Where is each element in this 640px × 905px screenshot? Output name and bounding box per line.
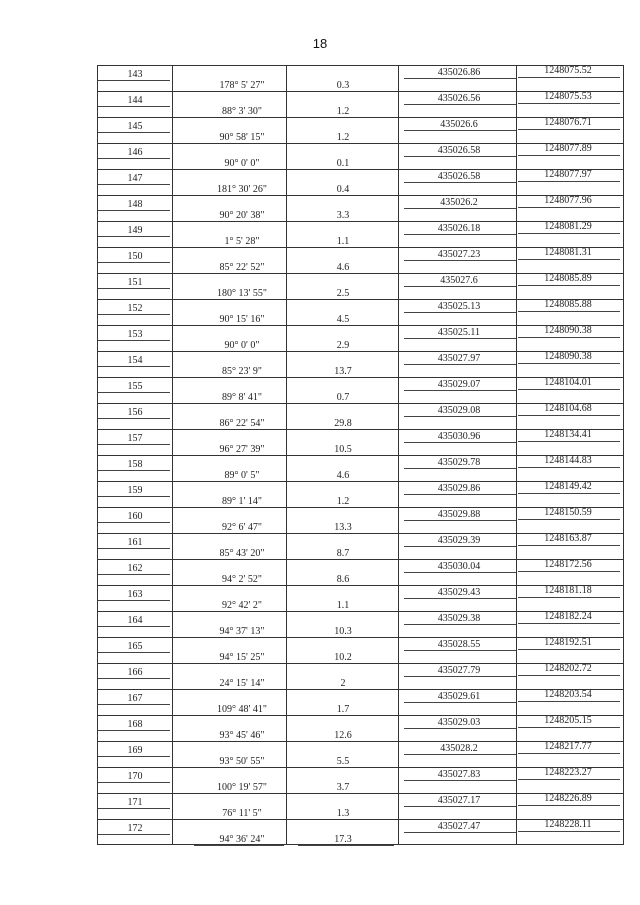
y-coordinate: 1248075.53 (544, 91, 592, 102)
x-coordinate: 435029.86 (437, 483, 481, 494)
table-row (98, 481, 623, 507)
table-row (98, 351, 623, 377)
cell-underline (518, 805, 620, 806)
table-row (98, 507, 623, 533)
cell-underline (518, 337, 620, 338)
cell-underline (518, 831, 620, 832)
angle-value: 86° 22' 54" (219, 418, 265, 429)
y-coordinate: 1248203.54 (544, 689, 592, 700)
x-coordinate: 435026.58 (437, 145, 481, 156)
length-value: 4.5 (336, 314, 350, 325)
length-value: 12.6 (334, 730, 352, 741)
x-coordinate: 435026.18 (437, 223, 481, 234)
length-value: 1.2 (336, 106, 350, 117)
point-number: 148 (127, 199, 143, 210)
cell-underline (518, 259, 620, 260)
point-number: 149 (127, 225, 143, 236)
point-number: 158 (127, 459, 143, 470)
angle-value: 94° 37' 13" (219, 626, 265, 637)
length-value: 0.7 (336, 392, 350, 403)
table-body (98, 65, 623, 845)
length-value: 17.3 (334, 834, 352, 845)
angle-value: 89° 0' 5" (224, 470, 260, 481)
angle-value: 94° 36' 24" (219, 834, 265, 845)
y-coordinate: 1248217.77 (544, 741, 592, 752)
y-coordinate: 1248149.42 (544, 481, 592, 492)
length-value: 1.2 (336, 496, 350, 507)
point-number: 150 (127, 251, 143, 262)
table-row (98, 403, 623, 429)
angle-value: 24° 15' 14" (219, 678, 265, 689)
cell-underline (518, 77, 620, 78)
point-number: 167 (127, 693, 143, 704)
point-number: 154 (127, 355, 143, 366)
angle-value: 90° 0' 0" (224, 158, 260, 169)
x-coordinate: 435027.17 (437, 795, 481, 806)
length-value: 5.5 (336, 756, 350, 767)
x-coordinate: 435027.83 (437, 769, 481, 780)
x-coordinate: 435029.43 (437, 587, 481, 598)
angle-value: 93° 45' 46" (219, 730, 265, 741)
x-coordinate: 435030.96 (437, 431, 481, 442)
y-coordinate: 1248150.59 (544, 507, 592, 518)
angle-value: 90° 15' 16" (219, 314, 265, 325)
angle-value: 94° 15' 25" (219, 652, 265, 663)
point-number: 165 (127, 641, 143, 652)
cell-underline (518, 493, 620, 494)
angle-value: 180° 13' 55" (217, 288, 267, 299)
angle-value: 93° 50' 55" (219, 756, 265, 767)
cell-underline (518, 155, 620, 156)
coordinates-table (97, 65, 624, 845)
table-row (98, 533, 623, 559)
y-coordinate: 1248202.72 (544, 663, 592, 674)
y-coordinate: 1248081.29 (544, 221, 592, 232)
length-value: 0.3 (336, 80, 350, 91)
y-coordinate: 1248182.24 (544, 611, 592, 622)
cell-underline (518, 675, 620, 676)
length-value: 10.5 (334, 444, 352, 455)
table-row (98, 325, 623, 351)
angle-value: 85° 23' 9" (222, 366, 262, 377)
cell-underline (518, 103, 620, 104)
length-value: 13.3 (334, 522, 352, 533)
cell-underline (518, 597, 620, 598)
angle-value: 92° 42' 2" (222, 600, 262, 611)
y-coordinate: 1248144.83 (544, 455, 592, 466)
x-coordinate: 435026.56 (437, 93, 481, 104)
length-value: 4.6 (336, 470, 350, 481)
y-coordinate: 1248181.18 (544, 585, 592, 596)
angle-value: 181° 30' 26" (217, 184, 267, 195)
angle-value: 90° 0' 0" (224, 340, 260, 351)
point-number: 163 (127, 589, 143, 600)
x-coordinate: 435026.86 (437, 67, 481, 78)
y-coordinate: 1248077.96 (544, 195, 592, 206)
point-number: 166 (127, 667, 143, 678)
y-coordinate: 1248104.01 (544, 377, 592, 388)
point-number: 172 (127, 823, 143, 834)
length-value: 10.3 (334, 626, 352, 637)
angle-value: 85° 43' 20" (219, 548, 265, 559)
table-row (98, 273, 623, 299)
angle-value: 92° 6' 47" (222, 522, 262, 533)
table-row (98, 689, 623, 715)
x-coordinate: 435029.78 (437, 457, 481, 468)
x-coordinate: 435029.08 (437, 405, 481, 416)
angle-value: 90° 20' 38" (219, 210, 265, 221)
point-number: 151 (127, 277, 143, 288)
table-row (98, 65, 623, 91)
cell-underline (518, 207, 620, 208)
length-value: 1.2 (336, 132, 350, 143)
cell-underline (518, 753, 620, 754)
x-coordinate: 435026.6 (440, 119, 478, 130)
cell-underline (518, 181, 620, 182)
table-row (98, 663, 623, 689)
table-row (98, 559, 623, 585)
length-value: 1.1 (336, 236, 350, 247)
table-bottom-border (98, 844, 623, 845)
y-coordinate: 1248104.68 (544, 403, 592, 414)
point-number: 161 (127, 537, 143, 548)
y-coordinate: 1248223.27 (544, 767, 592, 778)
length-value: 8.6 (336, 574, 350, 585)
y-coordinate: 1248205.15 (544, 715, 592, 726)
point-number: 153 (127, 329, 143, 340)
point-number: 144 (127, 95, 143, 106)
angle-value: 96° 27' 39" (219, 444, 265, 455)
x-coordinate: 435026.58 (437, 171, 481, 182)
angle-value: 89° 1' 14" (222, 496, 262, 507)
y-coordinate: 1248077.89 (544, 143, 592, 154)
point-number: 145 (127, 121, 143, 132)
length-value: 2.5 (336, 288, 350, 299)
x-coordinate: 435028.2 (440, 743, 478, 754)
point-number: 168 (127, 719, 143, 730)
x-coordinate: 435028.55 (437, 639, 481, 650)
x-coordinate: 435027.47 (437, 821, 481, 832)
length-value: 13.7 (334, 366, 352, 377)
table-row (98, 377, 623, 403)
cell-underline (518, 701, 620, 702)
point-number: 156 (127, 407, 143, 418)
angle-value: 76° 11' 5" (222, 808, 262, 819)
y-coordinate: 1248163.87 (544, 533, 592, 544)
cell-underline (518, 571, 620, 572)
point-number: 171 (127, 797, 143, 808)
y-coordinate: 1248077.97 (544, 169, 592, 180)
length-value: 4.6 (336, 262, 350, 273)
length-value: 3.3 (336, 210, 350, 221)
cell-underline (518, 389, 620, 390)
y-coordinate: 1248226.89 (544, 793, 592, 804)
table-row (98, 637, 623, 663)
x-coordinate: 435029.03 (437, 717, 481, 728)
cell-underline (518, 311, 620, 312)
table-row (98, 715, 623, 741)
length-value: 8.7 (336, 548, 350, 559)
point-number: 147 (127, 173, 143, 184)
y-coordinate: 1248228.11 (544, 819, 592, 830)
cell-underline (518, 519, 620, 520)
angle-value: 100° 19' 57" (217, 782, 267, 793)
point-number: 170 (127, 771, 143, 782)
cell-underline (518, 545, 620, 546)
y-coordinate: 1248076.71 (544, 117, 592, 128)
angle-value: 90° 58' 15" (219, 132, 265, 143)
y-coordinate: 1248085.89 (544, 273, 592, 284)
angle-value: 89° 8' 41" (222, 392, 262, 403)
table-row (98, 195, 623, 221)
table-row (98, 91, 623, 117)
x-coordinate: 435025.11 (437, 327, 481, 338)
x-coordinate: 435027.97 (437, 353, 481, 364)
table-row (98, 221, 623, 247)
x-coordinate: 435027.6 (440, 275, 478, 286)
cell-underline (518, 415, 620, 416)
length-value: 3.7 (336, 782, 350, 793)
table-row (98, 247, 623, 273)
y-coordinate: 1248075.52 (544, 65, 592, 76)
cell-underline (518, 727, 620, 728)
cell-underline (518, 779, 620, 780)
cell-underline (518, 129, 620, 130)
table-row (98, 455, 623, 481)
angle-value: 178° 5' 27" (219, 80, 265, 91)
length-value: 10.2 (334, 652, 352, 663)
cell-underline (518, 441, 620, 442)
cell-underline (518, 467, 620, 468)
length-value: 1.3 (336, 808, 350, 819)
length-value: 1.1 (336, 600, 350, 611)
x-coordinate: 435029.38 (437, 613, 481, 624)
y-coordinate: 1248090.38 (544, 325, 592, 336)
cell-underline (518, 285, 620, 286)
x-coordinate: 435029.61 (437, 691, 481, 702)
y-coordinate: 1248134.41 (544, 429, 592, 440)
cell-underline (518, 623, 620, 624)
table-row (98, 585, 623, 611)
table-row (98, 741, 623, 767)
point-number: 169 (127, 745, 143, 756)
x-coordinate: 435029.88 (437, 509, 481, 520)
table-row (98, 143, 623, 169)
table-row (98, 767, 623, 793)
angle-value: 94° 2' 52" (222, 574, 262, 585)
x-coordinate: 435029.39 (437, 535, 481, 546)
table-row (98, 169, 623, 195)
x-coordinate: 435026.2 (440, 197, 478, 208)
point-number: 155 (127, 381, 143, 392)
length-value: 29.8 (334, 418, 352, 429)
point-number: 152 (127, 303, 143, 314)
y-coordinate: 1248085.88 (544, 299, 592, 310)
y-coordinate: 1248172.56 (544, 559, 592, 570)
table-row (98, 117, 623, 143)
table-row (98, 819, 623, 845)
x-coordinate: 435027.79 (437, 665, 481, 676)
length-value: 2.9 (336, 340, 350, 351)
point-number: 143 (127, 69, 143, 80)
table-row (98, 299, 623, 325)
page-number: 18 (312, 36, 328, 51)
length-value: 0.4 (336, 184, 350, 195)
length-value: 2 (340, 678, 346, 689)
cell-underline (518, 649, 620, 650)
y-coordinate: 1248081.31 (544, 247, 592, 258)
x-coordinate: 435025.13 (437, 301, 481, 312)
point-number: 164 (127, 615, 143, 626)
x-coordinate: 435030.04 (437, 561, 481, 572)
table-row (98, 429, 623, 455)
x-coordinate: 435029.07 (437, 379, 481, 390)
point-number: 157 (127, 433, 143, 444)
length-value: 0.1 (336, 158, 350, 169)
angle-value: 109° 48' 41" (217, 704, 267, 715)
length-value: 1.7 (336, 704, 350, 715)
angle-value: 88° 3' 30" (222, 106, 262, 117)
x-coordinate: 435027.23 (437, 249, 481, 260)
angle-value: 1° 5' 28" (224, 236, 260, 247)
point-number: 160 (127, 511, 143, 522)
point-number: 146 (127, 147, 143, 158)
cell-underline (518, 233, 620, 234)
table-row (98, 793, 623, 819)
y-coordinate: 1248192.51 (544, 637, 592, 648)
y-coordinate: 1248090.38 (544, 351, 592, 362)
point-number: 159 (127, 485, 143, 496)
point-number: 162 (127, 563, 143, 574)
table-row (98, 611, 623, 637)
angle-value: 85° 22' 52" (219, 262, 265, 273)
cell-underline (518, 363, 620, 364)
